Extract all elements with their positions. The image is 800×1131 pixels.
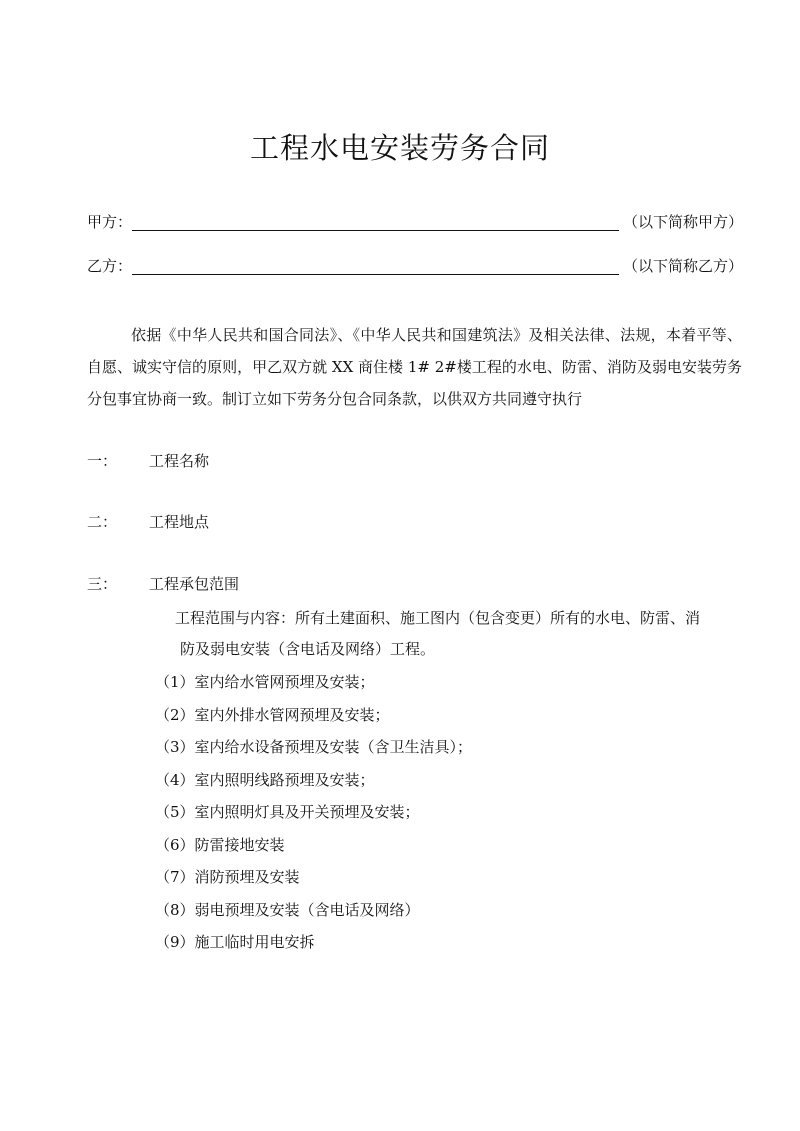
section-heading-3	[87, 573, 239, 597]
list-item: （2）室内外排水管网预埋及安装；	[155, 705, 390, 724]
list-item: （4）室内照明线路预埋及安装；	[155, 770, 375, 789]
party-b-line	[87, 254, 743, 278]
party-a-blank[interactable]	[132, 212, 619, 231]
party-b-note: （以下简称乙方）	[622, 257, 743, 275]
section-number: 一：	[87, 452, 118, 470]
scope-description	[175, 603, 742, 665]
list-item: （6）防雷接地安装	[155, 835, 285, 854]
section-heading-1	[87, 450, 209, 474]
party-b-blank[interactable]	[132, 256, 619, 275]
section-title: 工程名称	[149, 452, 210, 470]
section-number: 三：	[87, 575, 118, 593]
section-number: 二：	[87, 513, 118, 531]
party-a-note: （以下简称甲方）	[622, 213, 743, 231]
list-item: （7）消防预埋及安装	[155, 868, 300, 886]
list-item: （5）室内照明灯具及开关预埋及安装；	[155, 803, 420, 821]
list-item: （8）弱电预埋及安装（含电话及网络）	[155, 900, 420, 919]
intro-paragraph: 依据《中华人民共和国合同法》、《中华人民共和国建筑法》及相关法律、法规，本着平等、自愿、诚实守信的原则，甲乙双方就 XX 商住楼 1# 2#楼工程的水电、防雷、消防及弱电安装劳务分包事宜协商一致。制订立如下劳务分包合同条款，以供双方共同遵守执行	[87, 326, 742, 408]
scope-line-1: 工程范围与内容：所有土建面积、施工图内（包含变更）所有的水电、防雷、消	[175, 609, 701, 627]
section-heading-2	[87, 511, 209, 535]
section-title: 工程承包范围	[149, 575, 240, 593]
party-a-line	[87, 210, 743, 234]
scope-line-2: 防及弱电安装（含电话及网络）工程。	[180, 640, 436, 658]
section-title: 工程地点	[149, 513, 210, 531]
list-item: （1）室内给水管网预埋及安装；	[155, 673, 375, 691]
scope-item-list	[155, 666, 472, 959]
list-item: （9）施工临时用电安拆	[155, 933, 315, 951]
party-b-label: 乙方：	[87, 257, 133, 275]
party-a-label: 甲方：	[87, 213, 133, 231]
list-item: （3）室内给水设备预埋及安装（含卫生洁具）；	[155, 738, 473, 756]
document-title: 工程水电安装劳务合同	[249, 131, 550, 165]
